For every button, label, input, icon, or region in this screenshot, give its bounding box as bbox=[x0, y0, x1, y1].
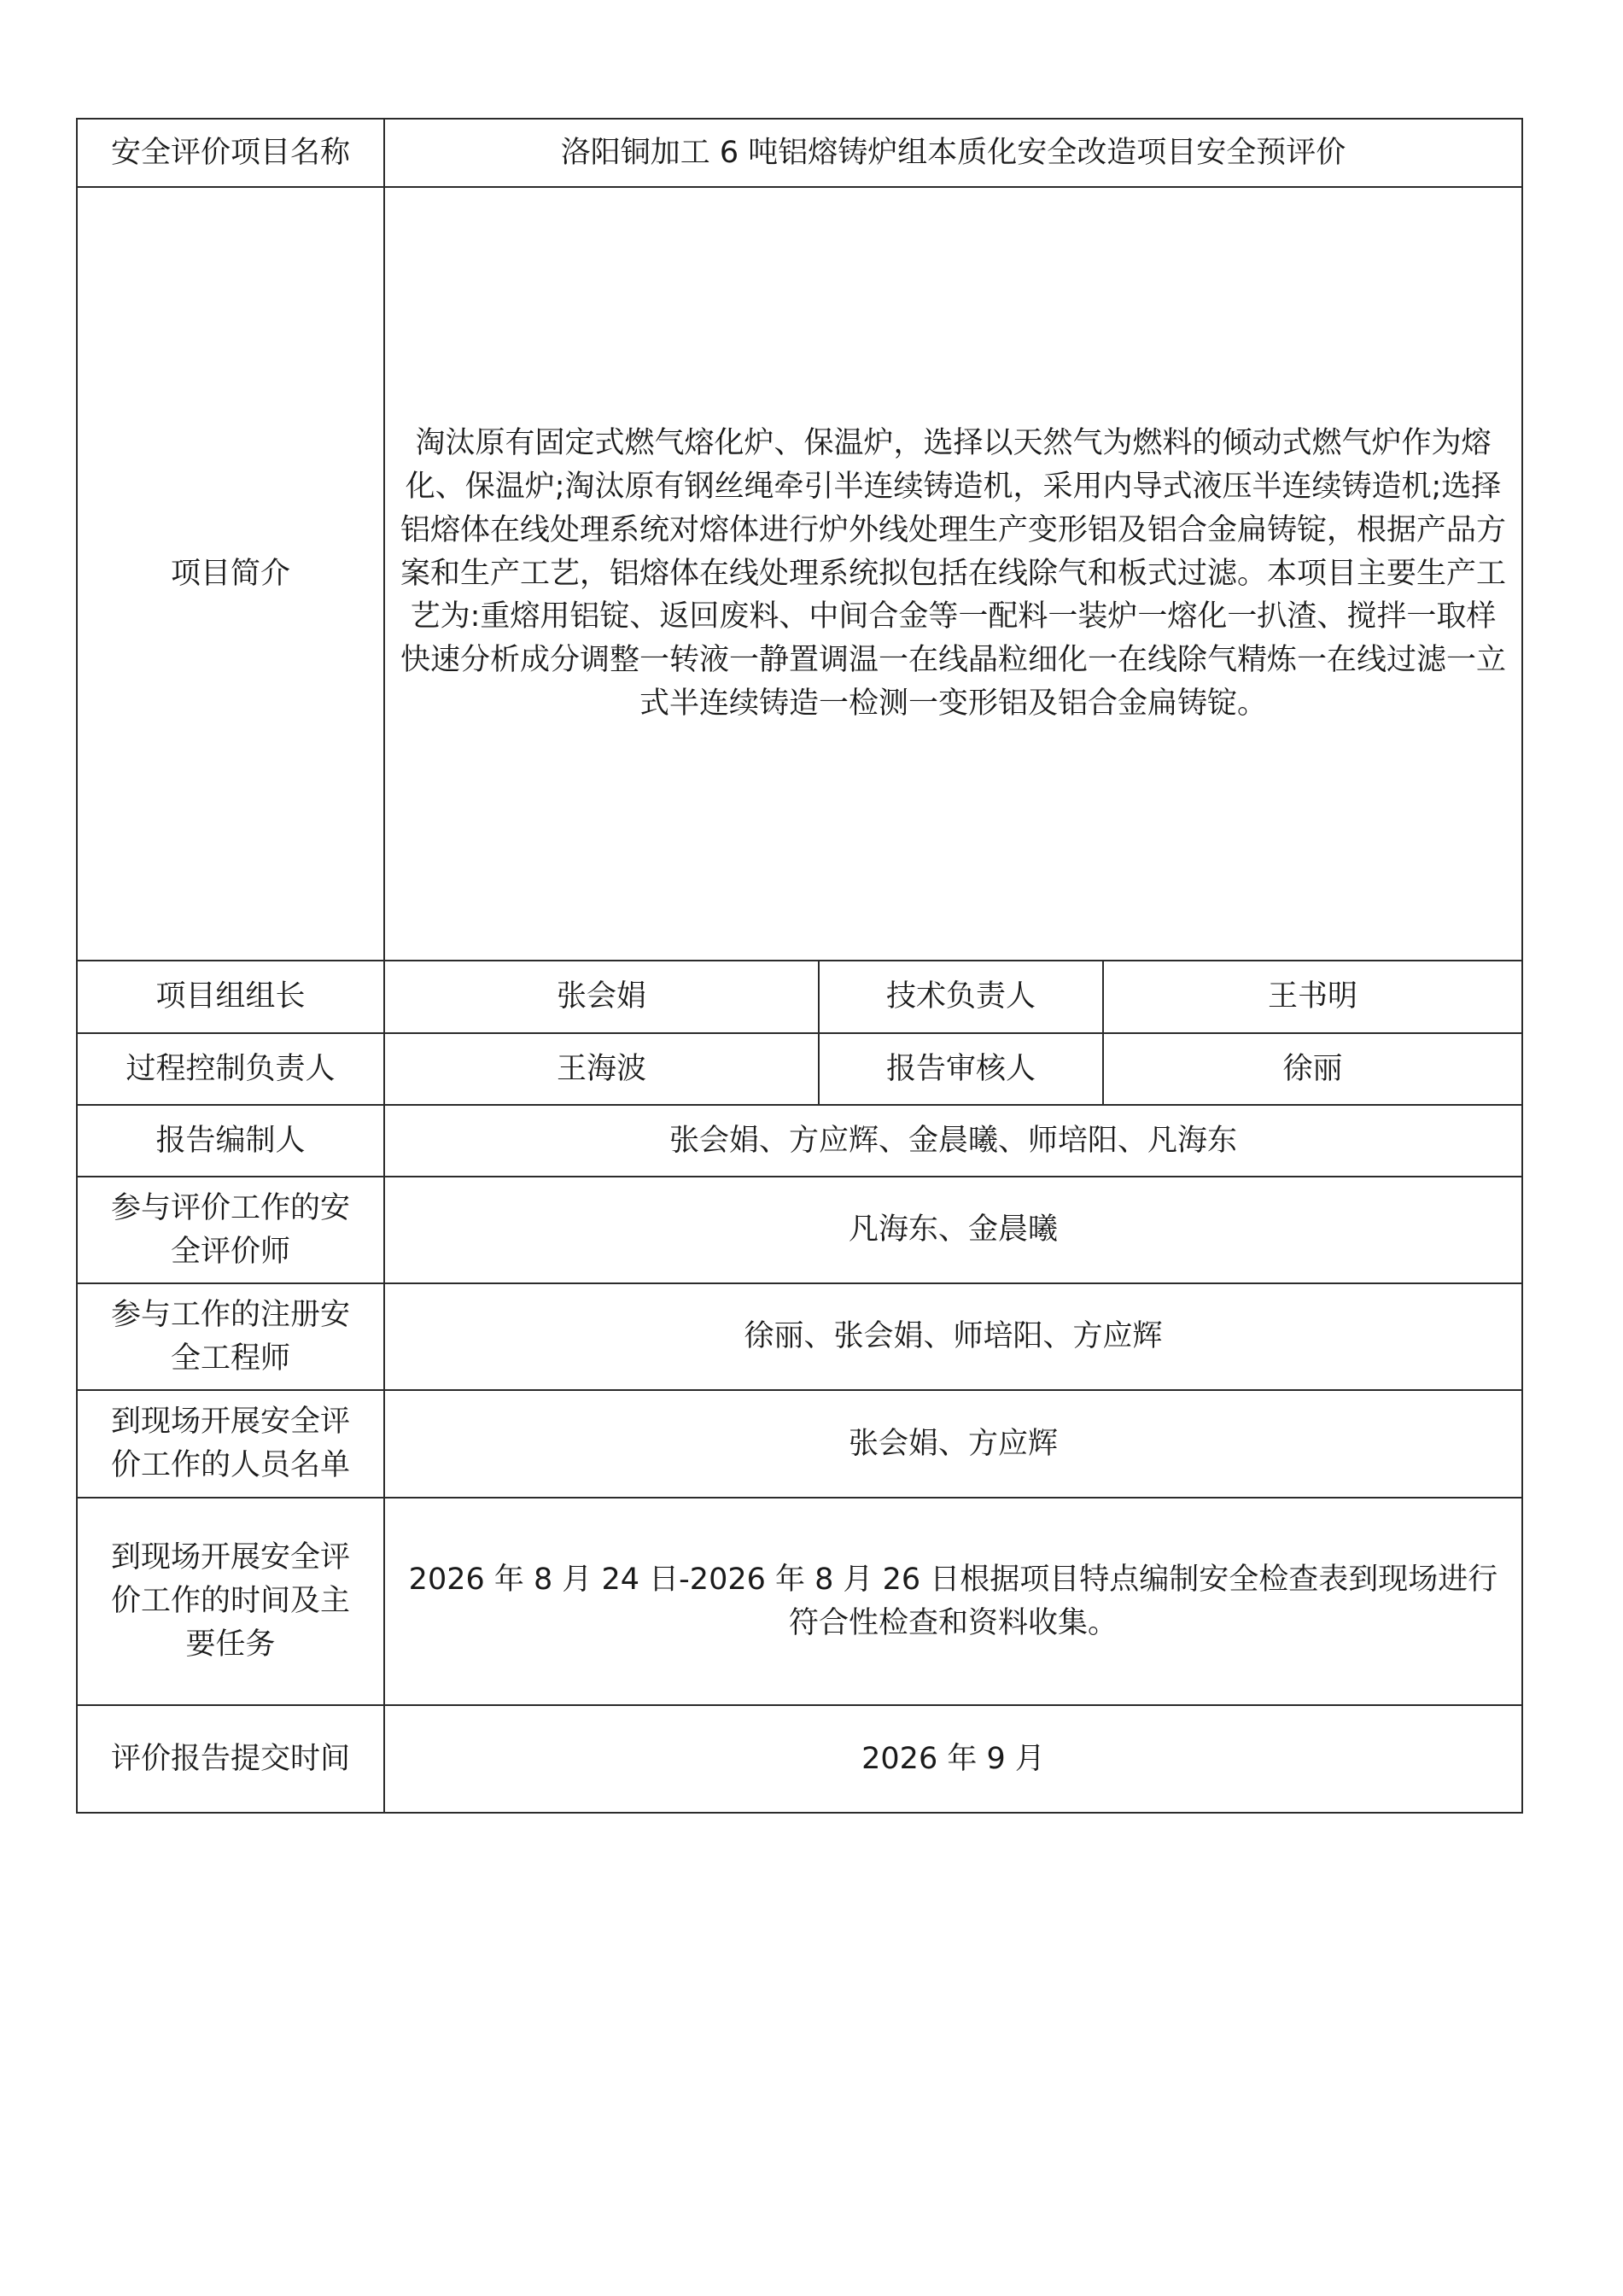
project-intro-label: 项目简介 bbox=[77, 187, 384, 961]
report-authors-label: 报告编制人 bbox=[77, 1105, 384, 1177]
onsite-staff-value: 张会娟、方应辉 bbox=[384, 1390, 1522, 1498]
project-intro-value: 淘汰原有固定式燃气熔化炉、保温炉，选择以天然气为燃料的倾动式燃气炉作为熔化、保温炉;淘汰原有钢丝绳牵引半连续铸造机，采用内导式液压半连续铸造机;选择铝熔体在线处理系统对熔体进行炉外线处理生产变形铝及铝合金扁铸锭，根据产品方案和生产工艺，铝熔体在线处理系统拟包括在线除气和板式过滤。本项目主要生产工艺为:重熔用铝锭、返回废料、中间合金等一配料一装炉一熔化一扒渣、搅拌一取样快速分析成分调整一转液一静置调温一在线晶粒细化一在线除气精炼一在线过滤一立式半连续铸造一检测一变形铝及铝合金扁铸锭。 bbox=[384, 187, 1522, 961]
team-leader-label: 项目组组长 bbox=[77, 961, 384, 1033]
tech-lead-label: 技术负责人 bbox=[819, 961, 1103, 1033]
report-reviewer-label: 报告审核人 bbox=[819, 1033, 1103, 1105]
row-submit-time bbox=[77, 1705, 1522, 1813]
submit-time-label: 评价报告提交时间 bbox=[77, 1705, 384, 1813]
engineers-label-line-2: 全工程师 bbox=[170, 1341, 290, 1376]
submit-time-value: 2026 年 9 月 bbox=[384, 1705, 1522, 1813]
onsite-time-value: 2026 年 8 月 24 日-2026 年 8 月 26 日根据项目特点编制安全检查表到现场进行符合性检查和资料收集。 bbox=[384, 1498, 1522, 1705]
row-onsite-time bbox=[77, 1498, 1522, 1705]
evaluators-value: 凡海东、金晨曦 bbox=[384, 1177, 1522, 1283]
row-engineers bbox=[77, 1283, 1522, 1390]
evaluators-label-line-1: 参与评价工作的安 bbox=[110, 1190, 350, 1225]
tech-lead-value: 王书明 bbox=[1103, 961, 1522, 1033]
report-reviewer-value: 徐丽 bbox=[1103, 1033, 1522, 1105]
row-evaluators bbox=[77, 1177, 1522, 1283]
engineers-label bbox=[77, 1283, 384, 1390]
row-project-name bbox=[77, 119, 1522, 187]
onsite-time-label-line-3: 要任务 bbox=[185, 1627, 276, 1662]
row-project-intro bbox=[77, 187, 1522, 961]
team-leader-value: 张会娟 bbox=[384, 961, 819, 1033]
evaluation-info-table bbox=[76, 118, 1523, 1814]
project-name-label: 安全评价项目名称 bbox=[77, 119, 384, 187]
onsite-staff-label bbox=[77, 1390, 384, 1498]
engineers-value: 徐丽、张会娟、师培阳、方应辉 bbox=[384, 1283, 1522, 1390]
onsite-time-label-line-1: 到现场开展安全评 bbox=[110, 1540, 350, 1575]
row-onsite-staff bbox=[77, 1390, 1522, 1498]
report-authors-value: 张会娟、方应辉、金晨曦、师培阳、凡海东 bbox=[384, 1105, 1522, 1177]
onsite-time-label bbox=[77, 1498, 384, 1705]
project-name-value: 洛阳铜加工 6 吨铝熔铸炉组本质化安全改造项目安全预评价 bbox=[384, 119, 1522, 187]
onsite-staff-label-line-2: 价工作的人员名单 bbox=[110, 1448, 350, 1482]
evaluation-info-sheet bbox=[76, 118, 1521, 1814]
process-control-value: 王海波 bbox=[384, 1033, 819, 1105]
onsite-staff-label-line-1: 到现场开展安全评 bbox=[110, 1405, 350, 1440]
evaluators-label-line-2: 全评价师 bbox=[170, 1234, 290, 1269]
process-control-label: 过程控制负责人 bbox=[77, 1033, 384, 1105]
row-process-control bbox=[77, 1033, 1522, 1105]
evaluators-label bbox=[77, 1177, 384, 1283]
row-report-authors bbox=[77, 1105, 1522, 1177]
row-team-leader bbox=[77, 961, 1522, 1033]
engineers-label-line-1: 参与工作的注册安 bbox=[110, 1297, 350, 1332]
onsite-time-label-line-2: 价工作的时间及主 bbox=[110, 1584, 350, 1619]
